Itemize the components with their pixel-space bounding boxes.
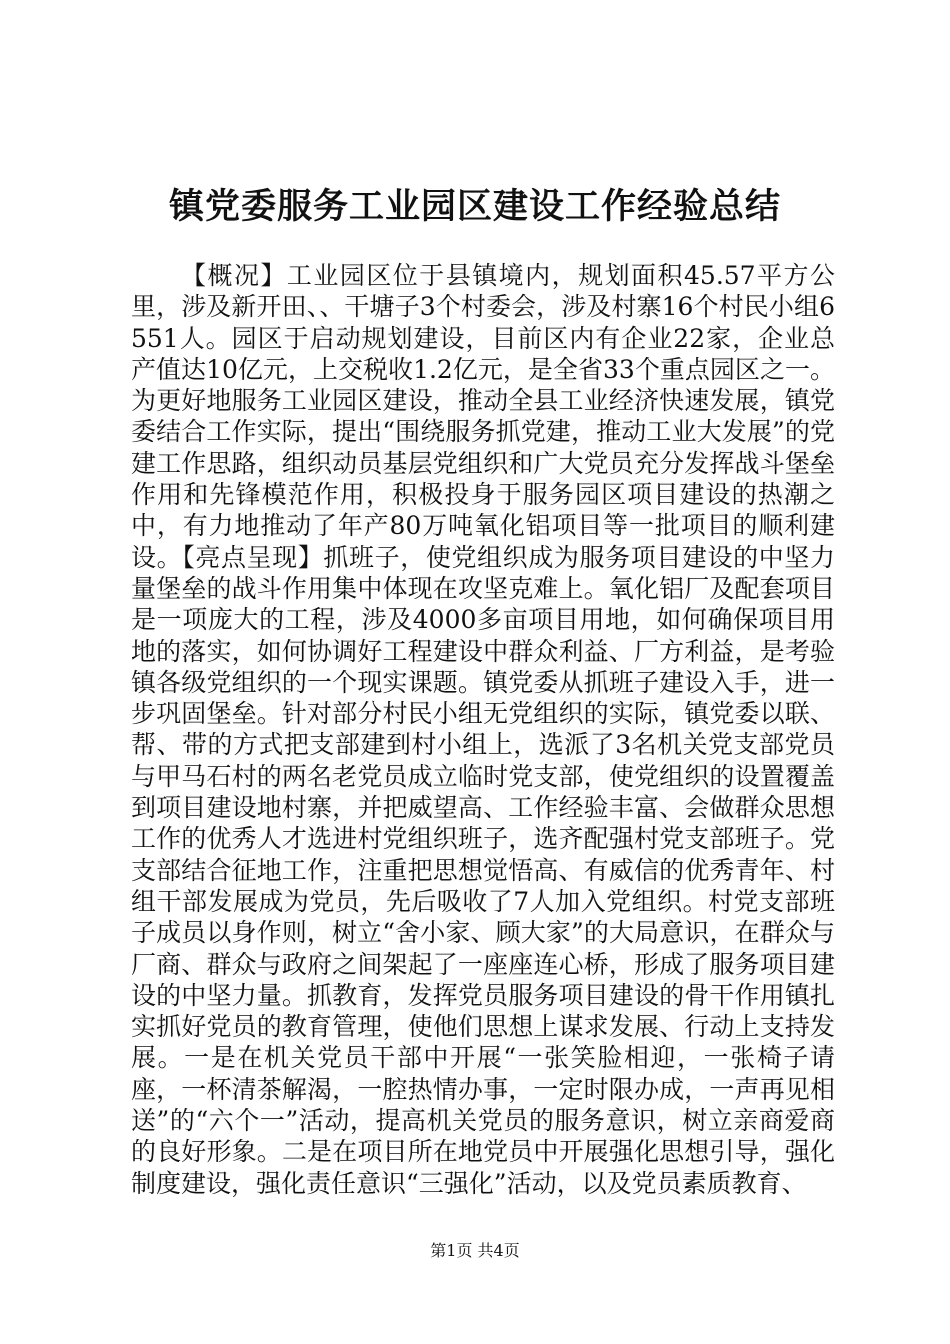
document-title: 镇党委服务工业园区建设工作经验总结 (168, 187, 781, 227)
page-number-footer: 第1页 共4页 (430, 1241, 520, 1260)
document-body-paragraph: 【概况】工业园区位于县镇境内，规划面积45.57平方公里，涉及新开田、、干塘子3个村委会，涉及村寨16个村民小组6551人。园区于启动规划建设，目前区内有企业22家，企业总产值达10亿元，上交税收1.2亿元，是全省33个重点园区之一。为更好地服务工业园区建设，推动全县工业经济快速发展，镇党委结合工作实际，提出“围绕服务抓党建，推动工业大发展”的党建工作思路，组织动员基层党组织和广大党员充分发挥战斗堡垒作用和先锋模范作用，积极投身于服务园区项目建设的热潮之中，有力地推动了年产80万吨氧化铝项目等一批项目的顺利建设。【亮点呈现】抓班子，使党组织成为服务项目建设的中坚力量堡垒的战斗作用集中体现在攻坚克难上。氧化铝厂及配套项目是一项庞大的工程，涉及4000多亩项目用地，如何确保项目用地的落实，如何协调好工程建设中群众利益、厂方利益，是考验镇各级党组织的一个现实课题。镇党委从抓班子建设入手，进一步巩固堡垒。针对部分村民小组无党组织的实际，镇党委以联、帮、带的方式把支部建到村小组上，选派了3名机关党支部党员与甲马石村的两名老党员成立临时党支部，使党组织的设置覆盖到项目建设地村寨，并把威望高、工作经验丰富、会做群众思想工作的优秀人才选进村党组织班子，选齐配强村党支部班子。党支部结合征地工作，注重把思想觉悟高、有威信的优秀青年、村组干部发展成为党员，先后吸收了7人加入党组织。村党支部班子成员以身作则，树立“舍小家、顾大家”的大局意识，在群众与厂商、群众与政府之间架起了一座座连心桥，形成了服务项目建设的中坚力量。抓教育，发挥党员服务项目建设的骨干作用镇扎实抓好党员的教育管理，使他们思想上谋求发展、行动上支持发展。一是在机关党员干部中开展“一张笑脸相迎，一张椅子请座，一杯清茶解渴，一腔热情办事，一定时限办成，一声再见相送”的“六个一”活动，提高机关党员的服务意识，树立亲商爱商的良好形象。二是在项目所在地党员中开展强化思想引导，强化制度建设，强化责任意识“三强化”活动，以及党员素质教育、 (131, 261, 835, 1198)
